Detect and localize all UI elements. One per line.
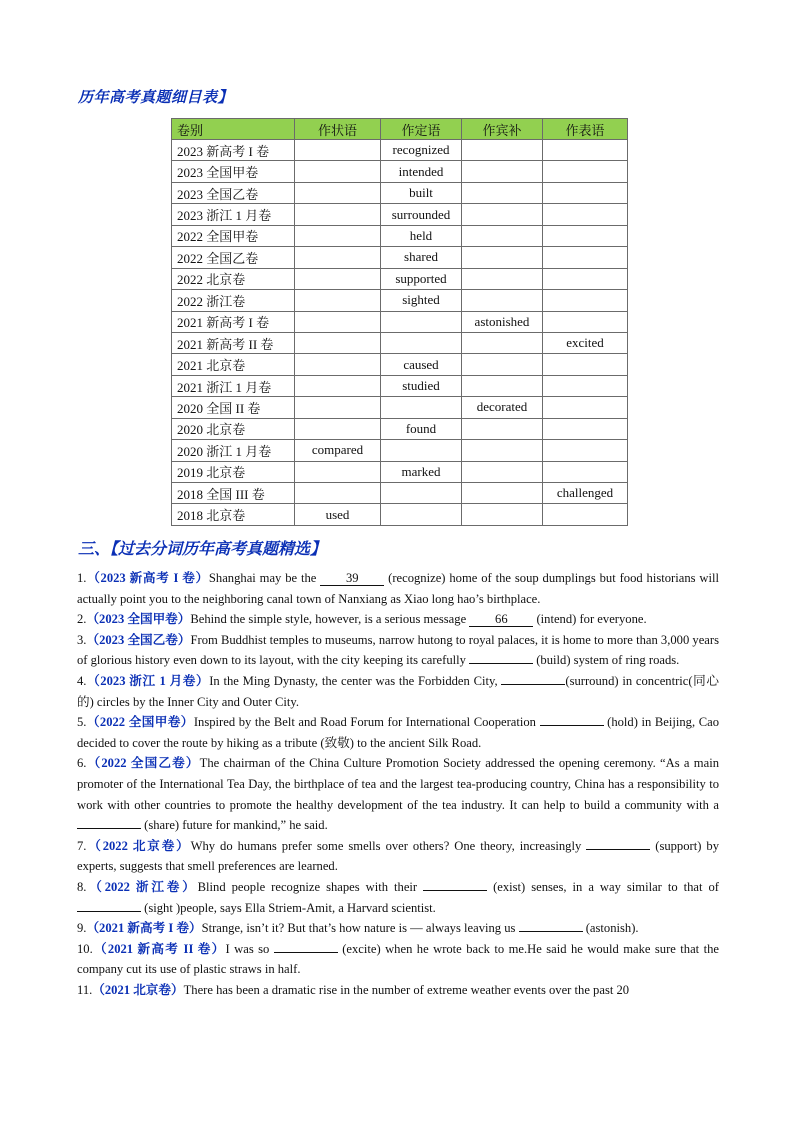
usage-cell: compared [295,440,381,461]
exam-name-cell: 2020 浙江 1 月卷 [172,440,295,461]
header-cell: 作状语 [295,119,381,140]
usage-cell: held [381,225,462,246]
table-row [172,182,628,203]
question-text: In the Ming Dynasty, the center was the Forbidden City, [209,673,502,688]
usage-cell: recognized [381,140,462,161]
usage-cell [543,182,628,203]
exam-name-cell: 2022 全国乙卷 [172,247,295,268]
question-text: (sight )people, says Ella Striem-Amit, a Harvard scientist. [141,900,436,915]
exam-name-cell: 2021 北京卷 [172,354,295,375]
question-source: （2022 全国甲卷） [86,715,194,730]
usage-cell [381,311,462,332]
table-row [172,140,628,161]
usage-cell [295,483,381,504]
usage-cell [381,483,462,504]
question-number: 3. [77,632,87,647]
exam-name-cell: 2021 新高考 I 卷 [172,311,295,332]
question-text: (astonish). [582,921,639,936]
usage-cell [543,375,628,396]
table-row [172,311,628,332]
usage-cell [295,247,381,268]
usage-cell [543,268,628,289]
answer-blank[interactable] [77,911,141,912]
usage-cell [543,504,628,525]
question-item [77,753,719,835]
usage-cell [543,247,628,268]
exam-name-cell: 2023 新高考 I 卷 [172,140,295,161]
usage-cell [295,397,381,418]
answer-blank[interactable]: 39 [320,572,384,586]
table-title: 历年高考真题细目表】 [78,88,234,106]
usage-cell [295,375,381,396]
question-number: 4. [77,673,87,688]
question-list [77,568,719,1000]
question-source: （2022 浙江卷） [86,879,198,894]
usage-cell [295,225,381,246]
usage-cell [543,290,628,311]
exam-name-cell: 2022 全国甲卷 [172,225,295,246]
usage-cell [462,418,543,439]
usage-cell [295,418,381,439]
question-number: 8. [77,879,87,894]
usage-cell [381,504,462,525]
table-row [172,268,628,289]
answer-blank[interactable]: 66 [469,613,533,627]
question-source: （2022 北京卷） [86,838,191,853]
usage-cell: marked [381,461,462,482]
exam-name-cell: 2023 全国乙卷 [172,182,295,203]
usage-cell [295,268,381,289]
usage-cell: decorated [462,397,543,418]
question-text: Why do humans prefer some smells over others? One theory, increasingly [190,838,587,853]
usage-cell [543,140,628,161]
usage-cell: challenged [543,483,628,504]
usage-cell [462,268,543,289]
usage-cell [462,204,543,225]
question-source: （2022 全国乙卷） [86,756,200,771]
question-source: （2023 浙江 1 月卷） [86,673,210,688]
usage-cell [295,332,381,353]
exam-name-cell: 2022 浙江卷 [172,290,295,311]
question-item [77,609,719,630]
usage-cell [543,225,628,246]
usage-cell [462,161,543,182]
question-number: 7. [77,838,87,853]
usage-cell [381,332,462,353]
question-item [77,630,719,671]
question-item [77,568,719,609]
usage-cell [543,461,628,482]
section-three-title: 三、【过去分词历年高考真题精选】 [78,539,327,558]
question-text: (build) system of ring roads. [533,653,680,668]
answer-blank[interactable] [77,828,141,829]
question-number: 5. [77,715,87,730]
question-text: Strange, isn’t it? But that’s how nature is — always leaving us [201,921,519,936]
question-text: (excite) when he wrote back to me.He said he would make sure that the company cut its use of plastic straws in half. [77,941,719,977]
usage-cell [462,440,543,461]
table-row [172,418,628,439]
question-source: （2021 新高考 I 卷） [86,921,202,936]
question-source: （2023 全国甲卷） [86,612,191,627]
question-text: The chairman of the China Culture Promotion Society addressed the opening ceremony. “As a main promoter of the International Tea Day, the birthplace of tea and the largest tea-producing country, China has a responsibility to work with other countries to promote the healthy development of the tea industry. It can help to build a community with a [77,756,719,812]
question-item [77,671,719,712]
usage-cell: used [295,504,381,525]
usage-cell [295,140,381,161]
exam-name-cell: 2021 新高考 II 卷 [172,332,295,353]
usage-cell [462,483,543,504]
usage-cell [543,204,628,225]
usage-cell [543,397,628,418]
question-number: 1. [77,571,87,585]
usage-cell: surrounded [381,204,462,225]
question-text: Blind people recognize shapes with their [197,879,424,894]
usage-cell [543,161,628,182]
table-row [172,483,628,504]
answer-blank[interactable] [501,684,565,685]
question-source: （2021 北京卷） [92,982,184,997]
usage-cell [462,375,543,396]
usage-cell [295,290,381,311]
usage-cell [295,311,381,332]
question-item [77,918,719,939]
header-cell: 作表语 [543,119,628,140]
usage-cell [543,354,628,375]
answer-blank[interactable] [469,663,533,664]
usage-cell: supported [381,268,462,289]
table-row [172,440,628,461]
answer-blank[interactable] [423,890,487,891]
question-text: (recognize) home of the soup dumplings but food historians will actually point you to the neighboring canal town of Nanxiang as Xiao long hao’s birthplace. [77,571,719,606]
usage-cell [295,354,381,375]
usage-cell [462,247,543,268]
question-number: 9. [77,921,87,936]
question-text: I was so [225,941,274,956]
usage-cell [543,311,628,332]
question-text: Behind the simple style, however, is a serious message [190,612,470,627]
table-row [172,225,628,246]
header-cell: 作定语 [381,119,462,140]
question-number: 11. [77,982,93,997]
question-number: 10. [77,941,93,956]
question-text: (hold) in Beijing, Cao decided to cover the route by hiking as a tribute (致敬) to the ancient Silk Road. [77,715,719,750]
usage-cell [295,161,381,182]
usage-cell [462,290,543,311]
usage-cell [295,204,381,225]
question-text: From Buddhist temples to museums, narrow hutong to royal palaces, it is home to more than 3,000 years of glorious history even down to its layout, with the city keeping its carefully [77,632,719,668]
usage-cell: shared [381,247,462,268]
exam-name-cell: 2019 北京卷 [172,461,295,482]
question-text: There has been a dramatic rise in the number of extreme weather events over the past 20 [183,982,630,997]
question-text: (share) future for mankind,” he said. [141,818,328,833]
question-source: （2023 新高考 I 卷） [86,571,209,585]
usage-cell [462,461,543,482]
answer-blank[interactable] [519,931,583,932]
question-text: (surround) in concentric(同心的) circles by the Inner City and Outer City. [77,673,719,709]
usage-cell: found [381,418,462,439]
table-row [172,354,628,375]
exam-name-cell: 2020 北京卷 [172,418,295,439]
usage-cell: excited [543,332,628,353]
question-item [77,712,719,753]
usage-cell [462,332,543,353]
usage-cell: astonished [462,311,543,332]
question-number: 2. [77,612,87,627]
question-source: （2023 全国乙卷） [86,632,191,647]
header-cell: 作宾补 [462,119,543,140]
usage-cell: built [381,182,462,203]
table-row [172,504,628,525]
usage-cell: caused [381,354,462,375]
usage-cell: studied [381,375,462,396]
usage-cell: sighted [381,290,462,311]
exam-name-cell: 2023 浙江 1 月卷 [172,204,295,225]
exam-name-cell: 2021 浙江 1 月卷 [172,375,295,396]
question-text: (exist) senses, in a way similar to that of [487,879,719,894]
question-item [77,877,719,918]
usage-cell [381,397,462,418]
usage-cell [462,504,543,525]
question-item [77,836,719,877]
exam-name-cell: 2023 全国甲卷 [172,161,295,182]
table-row [172,332,628,353]
question-source: （2021 新高考 II 卷） [92,941,226,956]
usage-cell [462,225,543,246]
question-text: (support) by experts, suggests that smell preferences are learned. [77,838,719,874]
question-item [77,980,719,1001]
usage-cell [295,182,381,203]
usage-cell [462,182,543,203]
usage-cell [543,418,628,439]
table-row [172,161,628,182]
table-row [172,461,628,482]
header-cell: 卷别 [172,119,295,140]
table-row [172,290,628,311]
question-text: (intend) for everyone. [533,612,647,627]
usage-cell [381,440,462,461]
table-row [172,247,628,268]
question-number: 6. [77,756,87,771]
usage-cell [543,440,628,461]
usage-cell [295,461,381,482]
answer-blank[interactable] [540,725,604,726]
table-row [172,397,628,418]
question-text: Inspired by the Belt and Road Forum for International Cooperation [193,715,540,730]
usage-cell: intended [381,161,462,182]
exam-name-cell: 2020 全国 II 卷 [172,397,295,418]
usage-cell [462,140,543,161]
table-row [172,375,628,396]
answer-blank[interactable] [586,849,650,850]
exam-detail-table [171,118,628,526]
usage-cell [462,354,543,375]
exam-name-cell: 2018 北京卷 [172,504,295,525]
answer-blank[interactable] [274,952,338,953]
table-row [172,204,628,225]
question-text: Shanghai may be the [208,571,321,585]
question-item [77,939,719,980]
exam-name-cell: 2018 全国 III 卷 [172,483,295,504]
table-header-row [172,119,628,140]
exam-name-cell: 2022 北京卷 [172,268,295,289]
